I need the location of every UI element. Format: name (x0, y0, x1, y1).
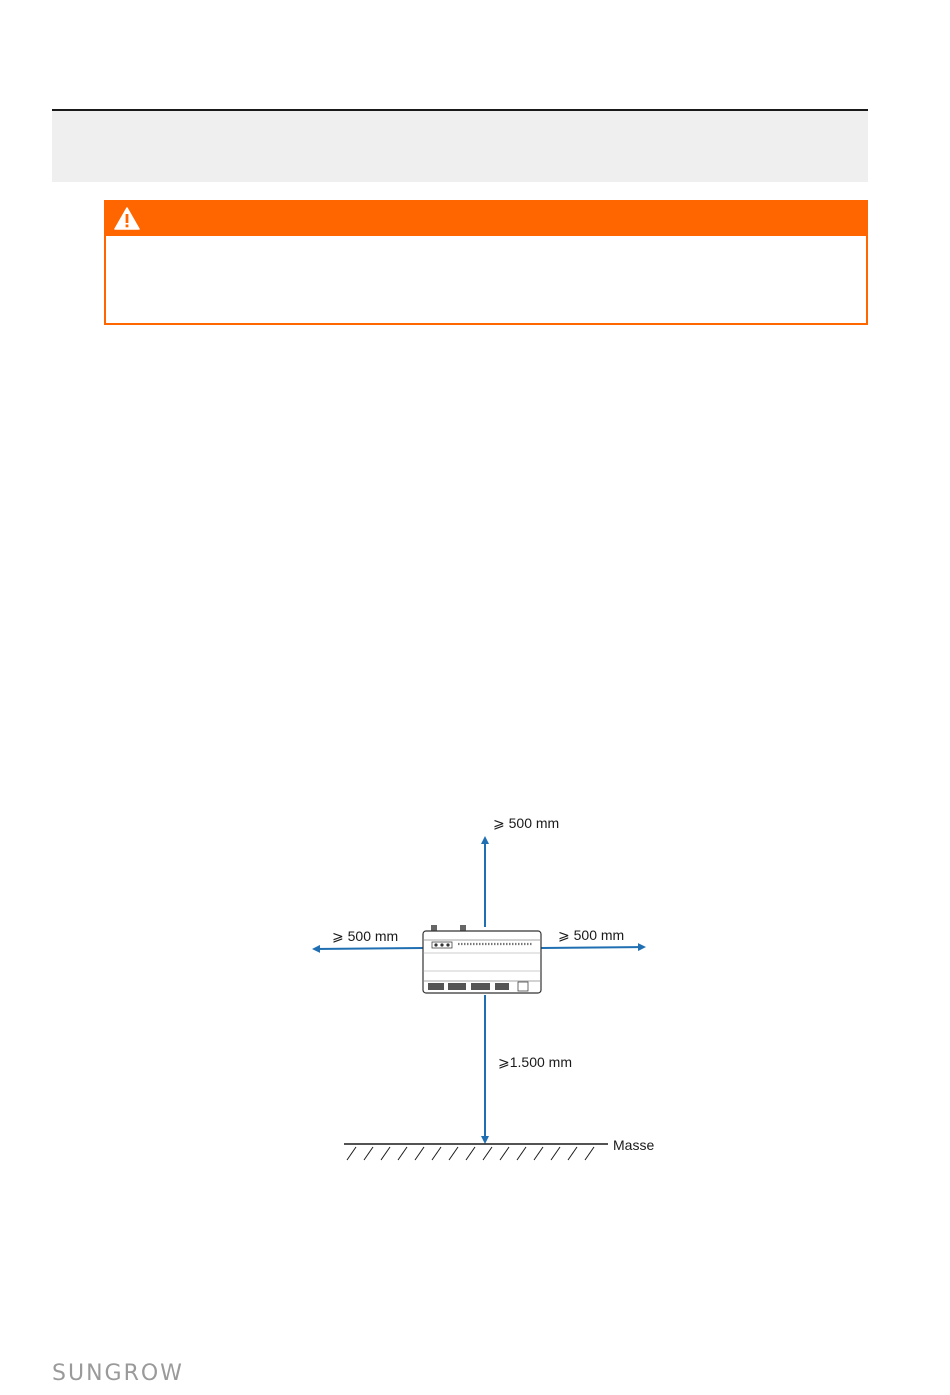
bottom-clearance-label: ⩾1.500 mm (498, 1054, 572, 1070)
right-clearance-label: ⩾ 500 mm (558, 927, 625, 943)
clearance-diagram (300, 800, 680, 1180)
warning-banner (106, 202, 866, 236)
top-clearance-label: ⩾ 500 mm (493, 815, 560, 831)
section-header-band (52, 111, 868, 182)
arrow-right (541, 947, 644, 948)
warning-body (106, 236, 866, 323)
device-illustration (423, 925, 541, 993)
arrow-left (314, 948, 423, 949)
warning-box (104, 200, 868, 325)
ground-line (344, 1144, 608, 1160)
warning-triangle-icon (113, 206, 141, 231)
sungrow-logo: SUNGROW (52, 1361, 184, 1386)
clearance-diagram-svg (300, 800, 680, 1180)
ground-label: Masse (613, 1137, 655, 1153)
left-clearance-label: ⩾ 500 mm (332, 928, 399, 944)
